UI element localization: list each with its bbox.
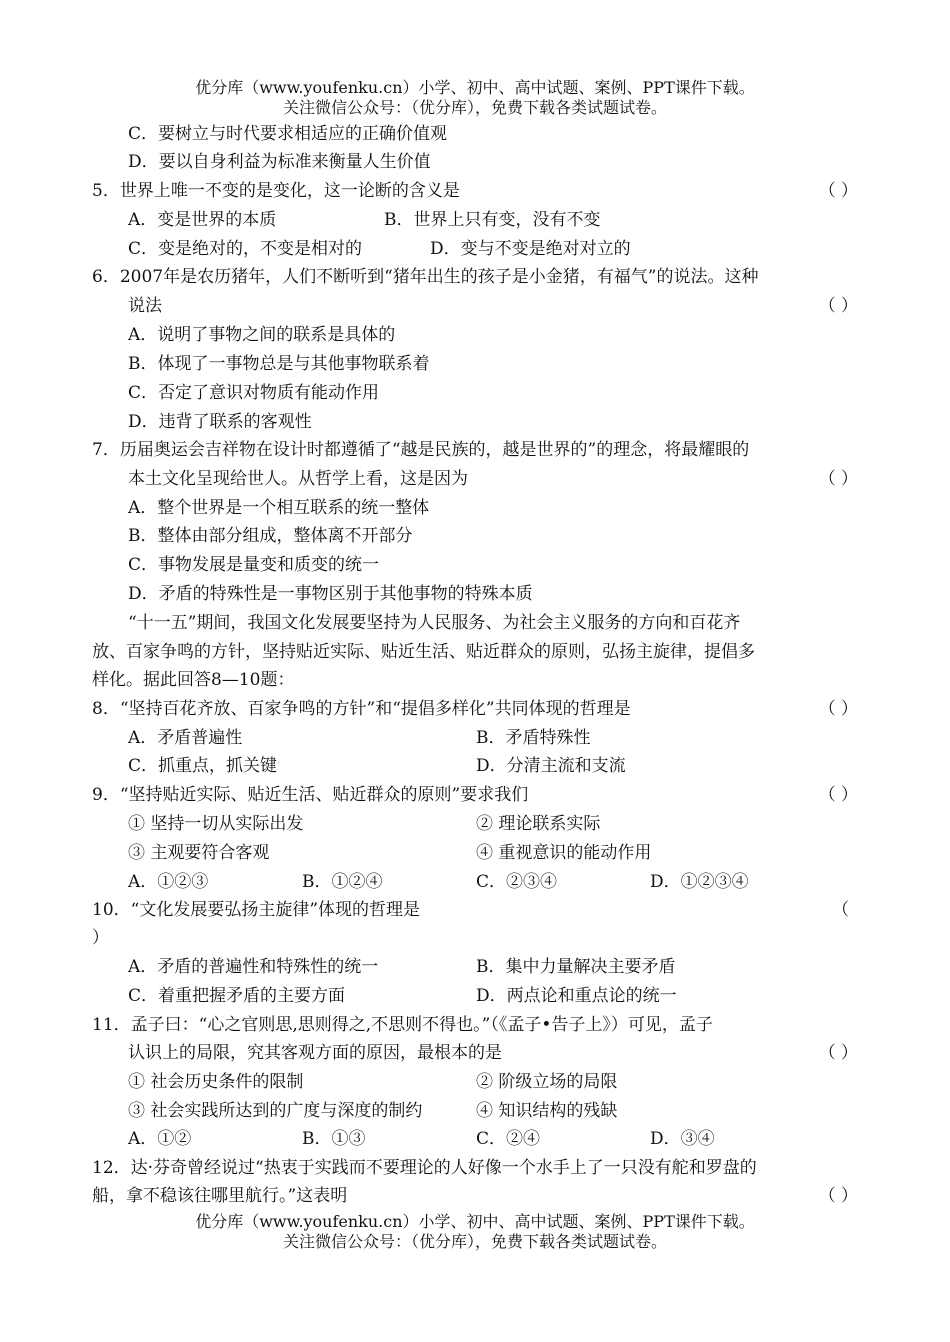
option-a: A．矛盾的普遍性和特殊性的统一 xyxy=(128,957,379,977)
option-c: C．要树立与时代要求相适应的正确价值观 xyxy=(128,124,448,144)
question-stem-line-2: 说法 xyxy=(128,296,162,316)
answer-paren: （ ） xyxy=(818,296,858,316)
question-stem: 9．“坚持贴近实际、贴近生活、贴近群众的原则”要求我们 xyxy=(92,785,529,805)
footer-line-1: 优分库（www.youfenku.cn）小学、初中、高中试题、案例、PPT课件下载。 xyxy=(195,1212,755,1231)
answer-paren-open: （ xyxy=(832,900,849,920)
header-line-1: 优分库（www.youfenku.cn）小学、初中、高中试题、案例、PPT课件下载。 xyxy=(195,78,755,97)
answer-paren: （ ） xyxy=(818,699,858,719)
question-stem-line-2: 认识上的局限，究其客观方面的原因，最根本的是 xyxy=(128,1043,502,1063)
option-b: B．集中力量解决主要矛盾 xyxy=(476,957,676,977)
option-c: C．着重把握矛盾的主要方面 xyxy=(128,986,346,1006)
item-3: ③ 主观要符合客观 xyxy=(128,843,270,863)
answer-paren: （ ） xyxy=(818,1043,858,1063)
option-b: B．①②④ xyxy=(302,872,383,892)
option-a: A．说明了事物之间的联系是具体的 xyxy=(128,325,396,345)
answer-paren: （ ） xyxy=(818,469,858,489)
option-b: B．体现了一事物总是与其他事物联系着 xyxy=(128,354,430,374)
item-2: ② 阶级立场的局限 xyxy=(476,1072,618,1092)
option-d: D．变与不变是绝对对立的 xyxy=(430,239,631,259)
option-a: A．矛盾普遍性 xyxy=(128,728,243,748)
option-c: C．抓重点，抓关键 xyxy=(128,756,278,776)
item-3: ③ 社会实践所达到的广度与深度的制约 xyxy=(128,1101,423,1121)
option-d: D．①②③④ xyxy=(650,872,749,892)
option-b: B．①③ xyxy=(302,1129,366,1149)
item-4: ④ 重视意识的能动作用 xyxy=(476,843,652,863)
question-stem-line-1: 6．2007年是农历猪年，人们不断听到“猪年出生的孩子是小金猪，有福气”的说法。这种 xyxy=(92,267,759,287)
question-stem-line-1: 12．达·芬奇曾经说过“热衷于实践而不要理论的人好像一个水手上了一只没有舵和罗盘的 xyxy=(92,1158,757,1178)
option-c: C．②④ xyxy=(476,1129,541,1149)
option-a: A．①②③ xyxy=(128,872,209,892)
option-d: D．矛盾的特殊性是一事物区别于其他事物的特殊本质 xyxy=(128,584,533,604)
question-stem: 8．“坚持百花齐放、百家争鸣的方针”和“提倡多样化”共同体现的哲理是 xyxy=(92,699,631,719)
option-a: A．整个世界是一个相互联系的统一整体 xyxy=(128,498,430,518)
item-1: ① 坚持一切从实际出发 xyxy=(128,814,304,834)
answer-paren-close: ） xyxy=(92,928,109,948)
item-4: ④ 知识结构的残缺 xyxy=(476,1101,618,1121)
option-d: D．分清主流和支流 xyxy=(476,756,626,776)
question-stem: 10．“文化发展要弘扬主旋律”体现的哲理是 xyxy=(92,900,421,920)
header-line-2: 关注微信公众号：（优分库），免费下载各类试题试卷。 xyxy=(282,98,667,117)
item-1: ① 社会历史条件的限制 xyxy=(128,1072,304,1092)
answer-paren: （ ） xyxy=(818,1186,858,1206)
option-d: D．两点论和重点论的统一 xyxy=(476,986,677,1006)
option-c: C．②③④ xyxy=(476,872,558,892)
answer-paren: （ ） xyxy=(818,181,858,201)
answer-paren: （ ） xyxy=(818,785,858,805)
footer-line-2: 关注微信公众号：（优分库），免费下载各类试题试卷。 xyxy=(282,1232,667,1251)
option-b: B．世界上只有变，没有不变 xyxy=(384,210,601,230)
question-stem-line-1: 7．历届奥运会吉祥物在设计时都遵循了“越是民族的，越是世界的”的理念，将最耀眼的 xyxy=(92,440,750,460)
item-2: ② 理论联系实际 xyxy=(476,814,601,834)
option-d: D．违背了联系的客观性 xyxy=(128,412,312,432)
passage-line-2: 放、百家争鸣的方针，坚持贴近实际、贴近生活、贴近群众的原则，弘扬主旋律，提倡多 xyxy=(92,642,755,662)
question-stem-line-2: 船，拿不稳该往哪里航行。”这表明 xyxy=(92,1186,348,1206)
option-c: C．变是绝对的，不变是相对的 xyxy=(128,239,363,259)
option-c: C．否定了意识对物质有能动作用 xyxy=(128,383,380,403)
option-a: A．①② xyxy=(128,1129,192,1149)
passage-line-3: 样化。据此回答8—10题： xyxy=(92,670,295,690)
option-d: D．③④ xyxy=(650,1129,715,1149)
option-b: B．矛盾特殊性 xyxy=(476,728,591,748)
passage-line-1: “十一五”期间，我国文化发展要坚持为人民服务、为社会主义服务的方向和百花齐 xyxy=(128,613,741,633)
option-d: D．要以自身利益为标准来衡量人生价值 xyxy=(128,152,431,172)
option-b: B．整体由部分组成，整体离不开部分 xyxy=(128,526,413,546)
option-c: C．事物发展是量变和质变的统一 xyxy=(128,555,380,575)
question-stem-line-2: 本土文化呈现给世人。从哲学上看，这是因为 xyxy=(128,469,468,489)
question-stem: 5．世界上唯一不变的是变化，这一论断的含义是 xyxy=(92,181,460,201)
option-a: A．变是世界的本质 xyxy=(128,210,277,230)
question-stem-line-1: 11．孟子曰：“心之官则思,思则得之,不思则不得也。”（《孟子•告子上》）可见，孟子 xyxy=(92,1015,713,1035)
